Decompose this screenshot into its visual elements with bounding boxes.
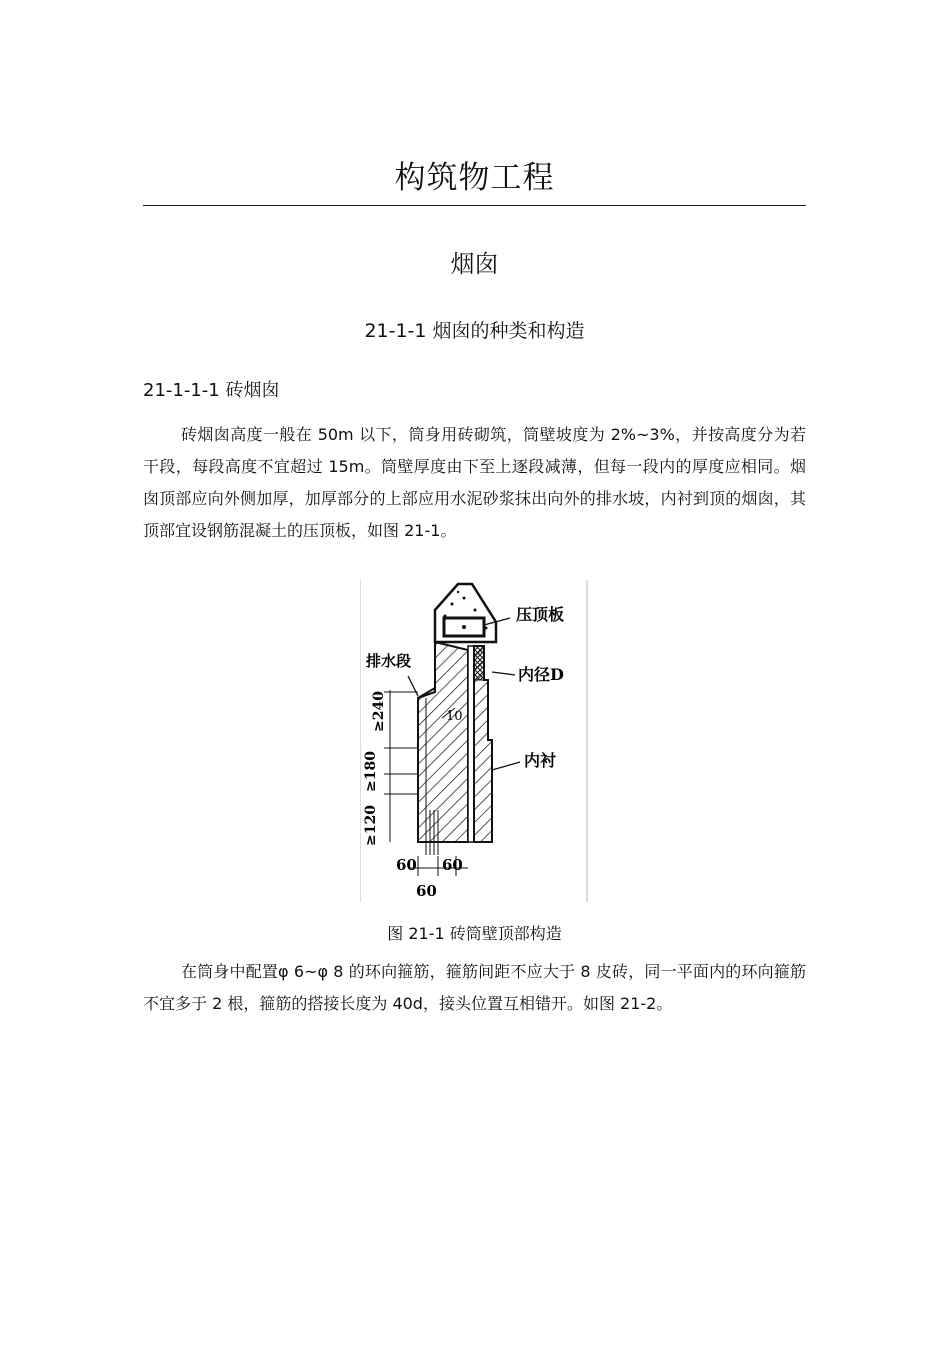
paragraph-1: 砖烟囱高度一般在 50m 以下，筒身用砖砌筑，筒壁坡度为 2%~3%，并按高度分为若干段，每段高度不宜超过 15m。筒壁厚度由下至上逐段减薄，但每一段内的厚度应相同。烟囱顶部应向外侧加厚，加厚部分的上部应用水泥砂浆抹出向外的排水坡，内衬到顶的烟囱，其顶部宜设钢筋混凝土的压顶板，如图 21-1。 <box>143 425 806 540</box>
chapter-heading: 烟囱 <box>450 250 499 278</box>
title-rule <box>143 205 806 206</box>
dim-240: ≥240 <box>371 691 387 732</box>
label-slope: 10 <box>446 709 463 724</box>
label-drain: 排水段 <box>366 652 412 670</box>
figure-21-1 <box>360 580 588 902</box>
paragraph-2: 在筒身中配置φ 6~φ 8 的环向箍筋，箍筋间距不应大于 8 皮砖，同一平面内的环向箍筋不宜多于 2 根，箍筋的搭接长度为 40d，接头位置互相错开。如图 21-2。 <box>143 962 806 1013</box>
chimney-top-diagram <box>360 580 588 902</box>
subsection-heading: 21-1-1-1 砖烟囱 <box>143 380 280 401</box>
dim-60-left: 60 <box>396 856 417 874</box>
figure-caption: 图 21-1 砖筒壁顶部构造 <box>387 924 562 943</box>
label-inner-dia: 内径D <box>518 665 564 684</box>
dim-120: ≥120 <box>363 805 379 846</box>
dim-180: ≥180 <box>363 751 379 792</box>
label-cap: 压顶板 <box>516 605 565 624</box>
section-heading: 21-1-1 烟囱的种类和构造 <box>364 320 585 342</box>
page-title: 构筑物工程 <box>394 160 555 196</box>
label-lining: 内衬 <box>524 751 557 770</box>
dim-60-bottom: 60 <box>416 882 437 900</box>
dim-60-right: 60 <box>442 856 463 874</box>
